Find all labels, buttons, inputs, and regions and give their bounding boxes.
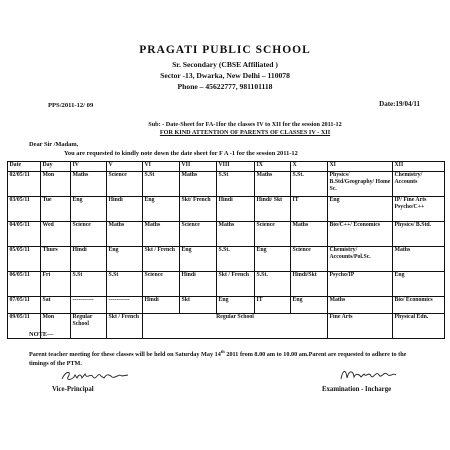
table-cell: 03/05/11 — [8, 197, 41, 222]
table-cell: S.St — [217, 172, 255, 197]
table-cell: Maths — [180, 172, 217, 197]
table-cell: Chemistry/ Accounts/Pol.Sc. — [328, 247, 393, 272]
table-row — [8, 172, 445, 197]
table-cell: Eng — [180, 247, 217, 272]
table-cell: S.St. — [291, 172, 328, 197]
table-cell: Skt / French — [217, 272, 255, 297]
document-date: Date:19/04/11 — [379, 100, 420, 108]
table-cell: Maths — [143, 222, 180, 247]
vice-principal-title: Vice-Principal — [52, 386, 94, 393]
table-cell: Science — [71, 222, 107, 247]
table-cell: Regular School — [71, 314, 107, 339]
table-cell: Hindi — [217, 197, 255, 222]
request-line: You are requested to kindly note down the date sheet for F A -1 for the session 2011-12 — [64, 150, 298, 157]
table-cell: S.St — [143, 172, 180, 197]
examination-incharge-title: Examination - Incharge — [322, 386, 392, 393]
table-cell: ----------- — [71, 297, 107, 314]
table-cell: IT — [255, 297, 291, 314]
table-row — [8, 197, 445, 222]
table-cell: Thurs — [41, 247, 71, 272]
table-cell: S.St. — [255, 272, 291, 297]
table-cell: Bio/ Economics — [393, 297, 445, 314]
table-cell: IT — [291, 197, 328, 222]
subject-block — [90, 121, 400, 137]
table-cell: Maths — [291, 222, 328, 247]
header-cell: XI — [328, 162, 393, 172]
school-affiliation: Sr. Secondary (CBSE Affiliated ) — [172, 60, 278, 69]
table-cell: ----------- — [107, 297, 143, 314]
table-header-row — [8, 162, 445, 172]
table-cell: Physics/ B.Std. — [393, 222, 445, 247]
table-cell: Bio/C++/ Economics — [328, 222, 393, 247]
header-cell: XII — [393, 162, 445, 172]
table-cell: IP/ Fine Arts Psycho/C++ — [393, 197, 445, 222]
table-cell: Eng — [291, 297, 328, 314]
table-cell: Skt / French — [107, 314, 143, 339]
table-cell: Eng — [71, 197, 107, 222]
vice-principal-signature — [60, 368, 130, 384]
examination-incharge-signature — [338, 366, 400, 384]
header-cell: VI — [143, 162, 180, 172]
table-cell: 05/05/11 — [8, 247, 41, 272]
table-cell: Psycho/IP — [328, 272, 393, 297]
table-cell: Maths — [255, 172, 291, 197]
table-cell: 07/05/11 — [8, 297, 41, 314]
table-cell: 09/05/11 — [8, 314, 41, 339]
date-sheet-table — [7, 161, 445, 339]
table-cell: Eng — [107, 247, 143, 272]
table-cell: Hindi/Skt — [291, 272, 328, 297]
table-cell: Science — [180, 222, 217, 247]
table-cell: Maths — [71, 172, 107, 197]
ptm-notice — [29, 347, 424, 368]
ptm-superscript: th — [220, 349, 225, 354]
table-cell: Maths — [328, 297, 393, 314]
table-row — [8, 222, 445, 247]
table-cell: Eng — [217, 297, 255, 314]
table-cell: Hindi — [71, 247, 107, 272]
table-cell: Tue — [41, 197, 71, 222]
table-cell: S.St — [107, 272, 143, 297]
header-cell: VII — [180, 162, 217, 172]
table-cell: Wed — [41, 222, 71, 247]
table-cell: Eng — [328, 197, 393, 222]
table-cell: Hindi — [143, 297, 180, 314]
header-cell: Day — [41, 162, 71, 172]
table-cell: 02/05/11 — [8, 172, 41, 197]
regular-school-cell: Regular School — [143, 314, 328, 339]
table-row — [8, 272, 445, 297]
table-cell: Maths — [217, 222, 255, 247]
table-cell: Eng — [255, 247, 291, 272]
school-name: PRAGATI PUBLIC SCHOOL — [139, 44, 311, 56]
table-cell: S.St — [71, 272, 107, 297]
table-cell: Science — [107, 172, 143, 197]
table-cell: Hindi — [180, 272, 217, 297]
header-cell: IX — [255, 162, 291, 172]
table-cell: S.St. — [217, 247, 255, 272]
header-cell: IV — [71, 162, 107, 172]
header-cell: V — [107, 162, 143, 172]
table-cell: Science — [143, 272, 180, 297]
subject-line: Sub: - Date-Sheet for FA-1for the classes IV to XII for the session 2011-12 — [148, 121, 342, 128]
table-cell: Maths — [393, 247, 445, 272]
table-cell: Mon — [41, 314, 71, 339]
table-cell: Sat — [41, 297, 71, 314]
table-cell: Physics/ B.Std/Geography/ Home Sc. — [328, 172, 393, 197]
school-address: Sector -13, Dwarka, New Delhi – 110078 — [160, 71, 290, 80]
table-cell: Science — [291, 247, 328, 272]
table-cell: Fri — [41, 272, 71, 297]
header-cell: Date — [8, 162, 41, 172]
greeting: Dear Sir /Madam, — [29, 141, 79, 148]
table-cell: Maths — [107, 222, 143, 247]
table-cell: Eng — [393, 272, 445, 297]
table-cell: Hindi — [107, 197, 143, 222]
table-cell: Skt — [180, 297, 217, 314]
table-cell: Fine Arts — [328, 314, 393, 339]
header-cell: X — [291, 162, 328, 172]
table-cell: Hindi/ Skt — [255, 197, 291, 222]
table-cell: Science — [255, 222, 291, 247]
table-cell: Skt / French — [143, 247, 180, 272]
table-cell: Chemistry/ Accounts — [393, 172, 445, 197]
table-row — [8, 247, 445, 272]
table-cell: Mon — [41, 172, 71, 197]
note-label: NOTE— — [29, 331, 54, 338]
table-cell: Eng — [143, 197, 180, 222]
reference-number: PPS/2011-12/ 09 — [48, 102, 94, 109]
table-cell: Skt/ French — [180, 197, 217, 222]
table-cell: Physical Edn. — [393, 314, 445, 339]
attention-line: FOR KIND ATTENTION OF PARENTS OF CLASSES IV - XII — [159, 129, 331, 136]
table-row — [8, 314, 445, 339]
header-cell: VIII — [217, 162, 255, 172]
ptm-text-end: 2011 from 8.00 am to 10.00 am.Parent are requested to adhere to the timings of the PTM. — [29, 351, 407, 368]
ptm-text-start: Parent teacher meeting for these classes will be held on Saturday May 14 — [29, 351, 221, 359]
table-cell: 04/05/11 — [8, 222, 41, 247]
table-row — [8, 297, 445, 314]
table-cell: 06/05/11 — [8, 272, 41, 297]
school-phone: Phone – 45622777, 981101118 — [177, 82, 273, 91]
